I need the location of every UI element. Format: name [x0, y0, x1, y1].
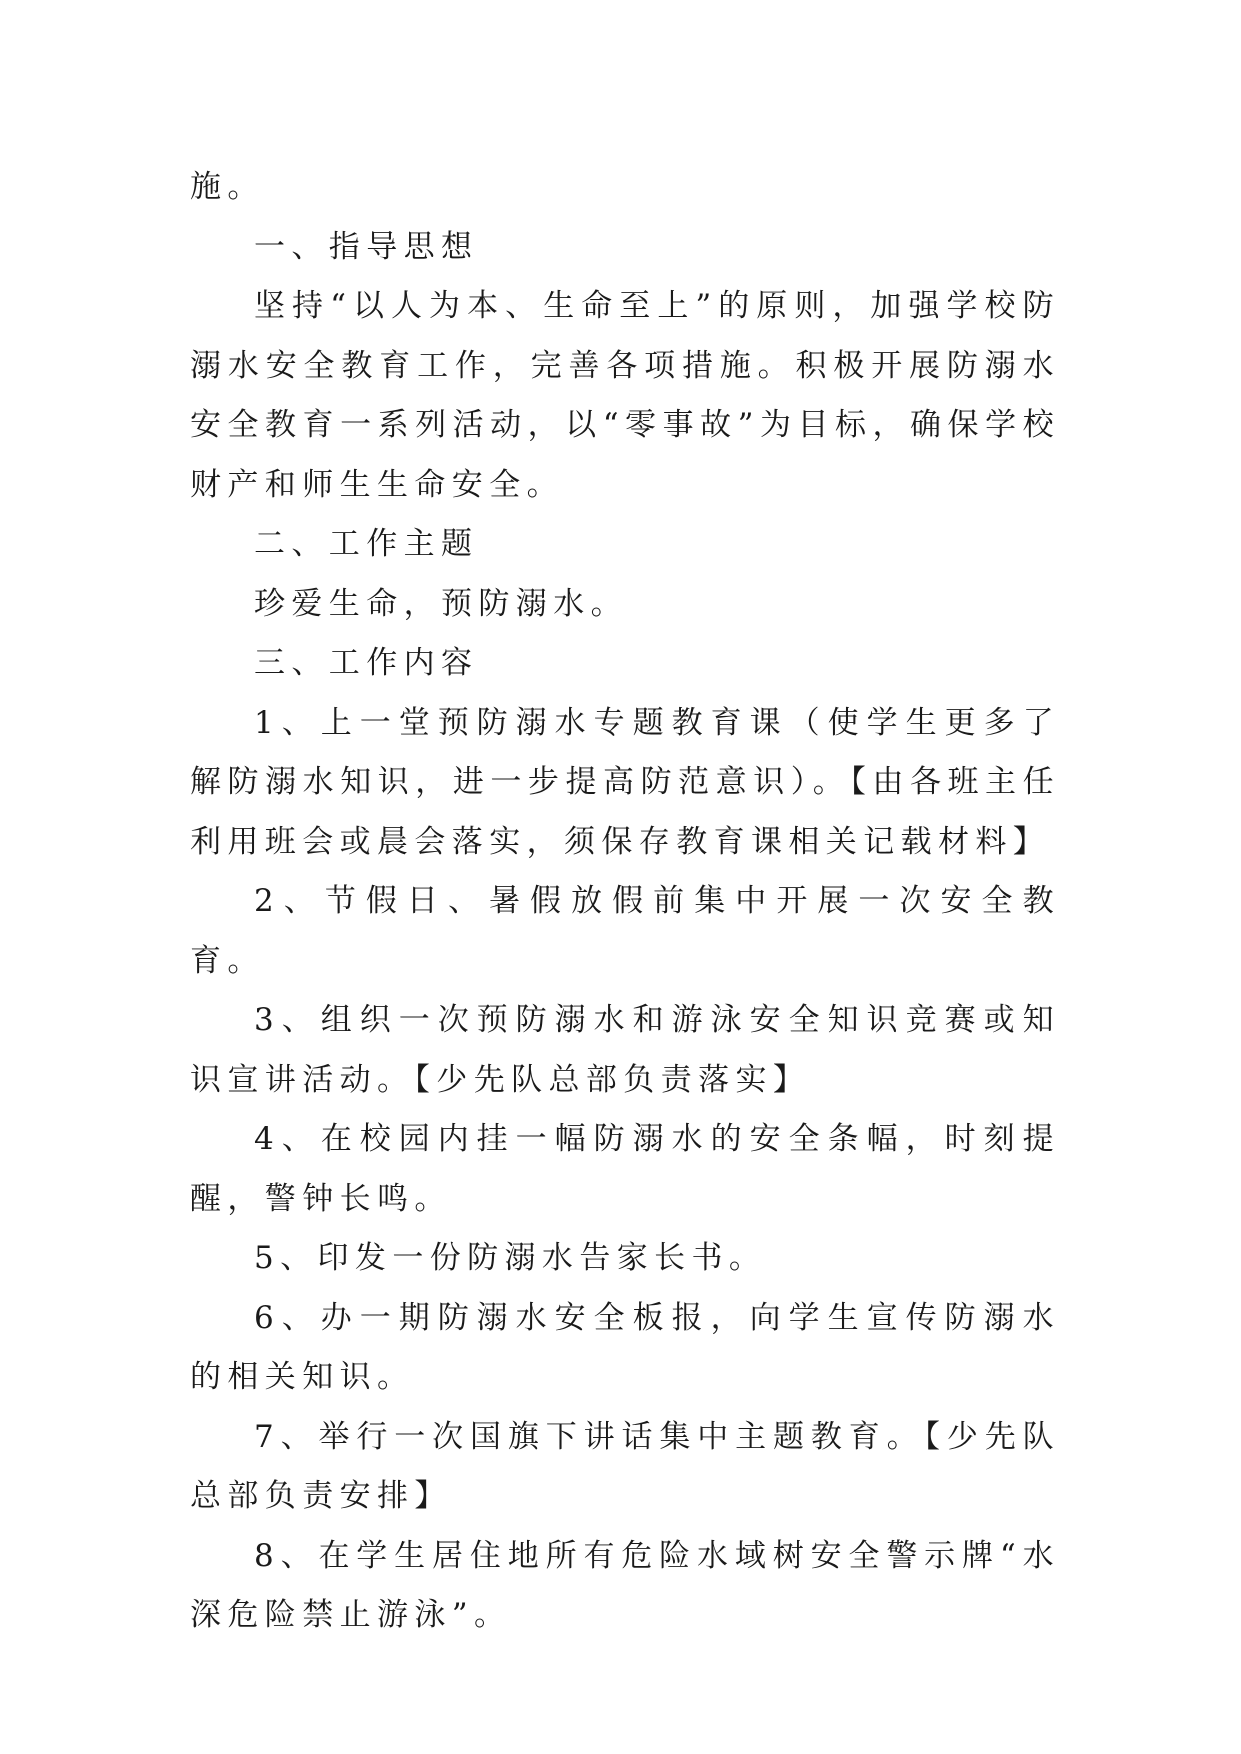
- paragraph-guiding-ideology: 坚持“以人为本、生命至上”的原则，加强学校防溺水安全教育工作，完善各项措施。积极开展防溺水安全教育一系列活动，以“零事故”为目标，确保学校财产和师生生命安全。: [190, 288, 1060, 503]
- document-page: [190, 158, 1060, 1646]
- list-item: 8、在学生居住地所有危险水域树安全警示牌“水深危险禁止游泳”。: [190, 1537, 1060, 1633]
- list-item: 2、节假日、暑假放假前集中开展一次安全教育。: [190, 883, 1060, 979]
- list-item: 5、印发一份防溺水告家长书。: [254, 1240, 767, 1276]
- paragraph-work-theme: 珍爱生命，预防溺水。: [254, 585, 628, 622]
- section-heading-work-content: 三、工作内容: [254, 645, 479, 681]
- section-heading-work-theme: 二、工作主题: [254, 526, 479, 562]
- list-item: 6、办一期防溺水安全板报，向学生宣传防溺水的相关知识。: [190, 1299, 1060, 1395]
- list-item: 7、举行一次国旗下讲话集中主题教育。【少先队总部负责安排】: [190, 1418, 1060, 1514]
- list-item: 3、组织一次预防溺水和游泳安全知识竞赛或知识宣讲活动。【少先队总部负责落实】: [190, 1002, 1060, 1098]
- list-item: 4、在校园内挂一幅防溺水的安全条幅，时刻提醒，警钟长鸣。: [190, 1121, 1060, 1217]
- list-item: 1、上一堂预防溺水专题教育课（使学生更多了解防溺水知识，进一步提高防范意识）。【由各班主任利用班会或晨会落实，须保存教育课相关记载材料】: [190, 704, 1060, 860]
- paragraph-continuation: 施。: [190, 169, 265, 205]
- section-heading-guiding-ideology: 一、指导思想: [254, 228, 479, 265]
